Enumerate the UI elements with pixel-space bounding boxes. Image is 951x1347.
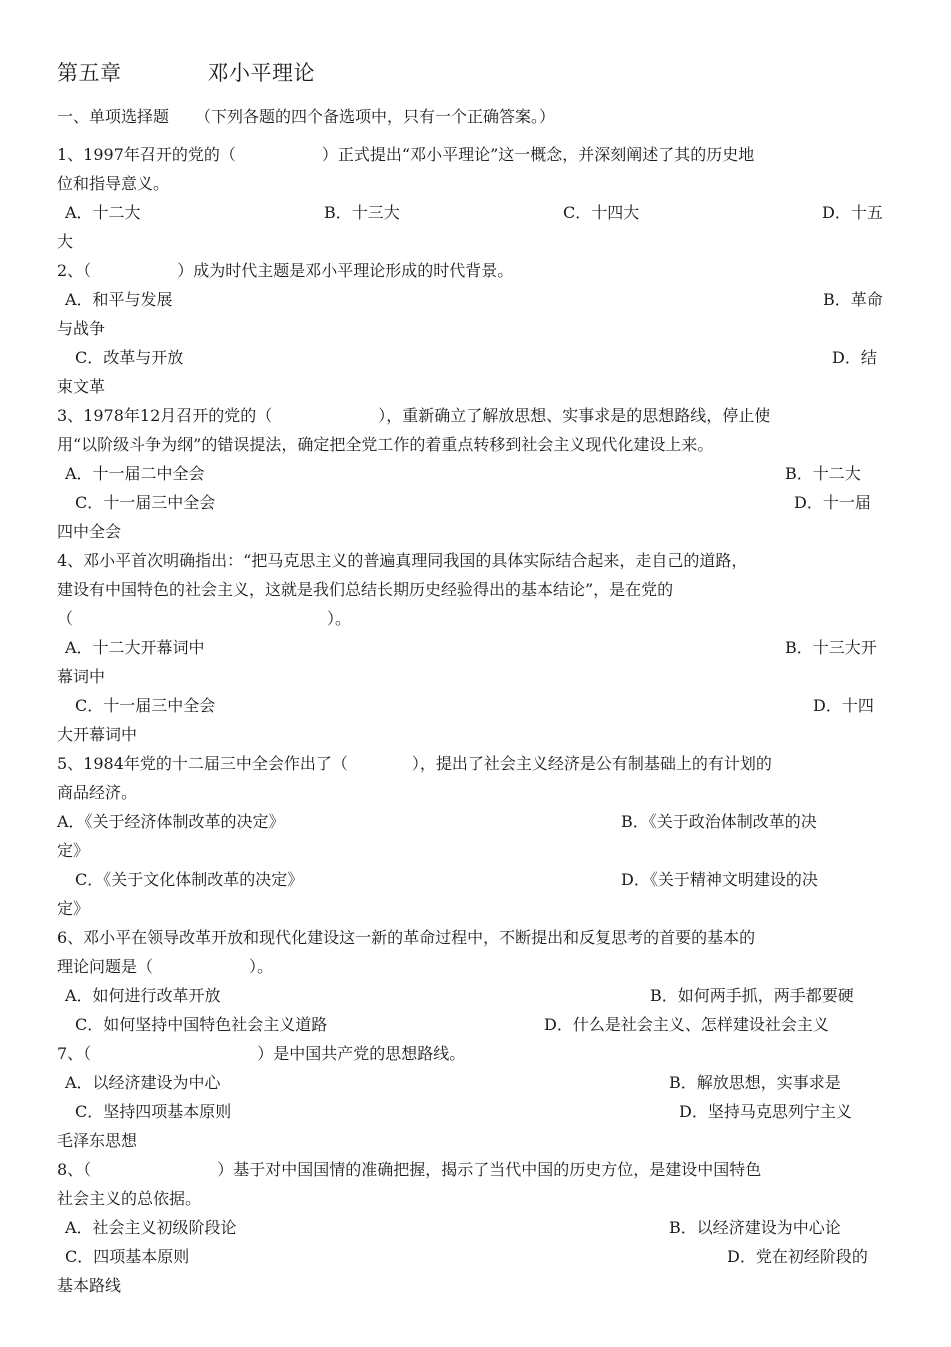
options-row [57, 1010, 891, 1039]
question-stem: 1、1997年召开的党的（ ）正式提出“邓小平理论”这一概念，并深刻阐述了其的历史地 [57, 145, 755, 164]
options-row [57, 459, 891, 488]
option-b: B．十三大 [324, 203, 400, 222]
option-c: C．《关于文化体制改革的决定》 [75, 870, 304, 889]
option-b: B．革命 [823, 290, 883, 309]
question-stem: 6、邓小平在领导改革开放和现代化建设这一新的革命过程中，不断提出和反复思考的首要的基本的 [57, 928, 756, 947]
options-row [57, 633, 891, 662]
question-stem: 8、（ ）基于对中国国情的准确把握，揭示了当代中国的历史方位，是建设中国特色 [57, 1160, 762, 1179]
option-d: D．十五 [822, 203, 883, 222]
option-wrap: 基本路线 [57, 1276, 122, 1295]
option-d: D．党在初经阶段的 [727, 1247, 868, 1266]
options-row [57, 1213, 891, 1242]
question-8 [57, 1155, 891, 1300]
options-row [57, 691, 891, 720]
option-wrap: 定》 [57, 841, 90, 860]
question-2 [57, 256, 891, 401]
options-row [57, 865, 891, 894]
question-stem: 5、1984年党的十二届三中全会作出了（ ），提出了社会主义经济是公有制基础上的有计划的 [57, 754, 772, 773]
option-d: D．《关于精神文明建设的决 [621, 870, 818, 889]
question-stem: （ ）。 [57, 609, 352, 628]
options-row [57, 1097, 891, 1126]
option-a: A．十二大 [65, 203, 141, 222]
question-stem: 7、（ ）是中国共产党的思想路线。 [57, 1044, 466, 1063]
option-wrap: 幕词中 [57, 667, 106, 686]
question-5 [57, 749, 891, 923]
question-1 [57, 140, 891, 256]
option-wrap: 束文革 [57, 377, 106, 396]
question-4 [57, 546, 891, 749]
question-stem: 2、（ ）成为时代主题是邓小平理论形成的时代背景。 [57, 261, 514, 280]
option-d: D．结 [832, 348, 877, 367]
option-c: C．改革与开放 [75, 348, 184, 367]
option-c: C．坚持四项基本原则 [75, 1102, 232, 1121]
option-wrap: 毛泽东思想 [57, 1131, 138, 1150]
options-row [57, 285, 891, 314]
section-title: 一、单项选择题 [57, 107, 170, 126]
option-c: C．如何坚持中国特色社会主义道路 [75, 1015, 328, 1034]
option-c: C．四项基本原则 [65, 1247, 190, 1266]
option-wrap: 大开幕词中 [57, 725, 138, 744]
question-stem: 4、邓小平首次明确指出：“把马克思主义的普遍真理同我国的具体实际结合起来，走自己的道路， [57, 551, 748, 570]
options-row [57, 981, 891, 1010]
option-a: A．如何进行改革开放 [65, 986, 221, 1005]
section-heading [57, 102, 891, 131]
option-b: B．《关于政治体制改革的决 [621, 812, 817, 831]
options-row [57, 198, 891, 227]
option-a: A．社会主义初级阶段论 [65, 1218, 237, 1237]
question-stem: 用“以阶级斗争为纲”的错误提法，确定把全党工作的着重点转移到社会主义现代化建设上来。 [57, 435, 714, 454]
option-b: B．十二大 [785, 464, 861, 483]
options-row [57, 1068, 891, 1097]
option-d: D．十四 [813, 696, 874, 715]
option-a: A．十一届二中全会 [65, 464, 205, 483]
option-c: C．十一届三中全会 [75, 696, 216, 715]
question-stem: 建设有中国特色的社会主义，这就是我们总结长期历史经验得出的基本结论”，是在党的 [57, 580, 674, 599]
option-b: B．解放思想，实事求是 [669, 1073, 841, 1092]
question-3 [57, 401, 891, 546]
option-wrap: 四中全会 [57, 522, 122, 541]
options-row [57, 807, 891, 836]
option-d: D．十一届 [794, 493, 871, 512]
question-stem: 社会主义的总依据。 [57, 1189, 202, 1208]
question-7 [57, 1039, 891, 1155]
question-stem: 理论问题是（ ）。 [57, 957, 274, 976]
chapter-title: 邓小平理论 [207, 61, 315, 85]
section-note: （下列各题的四个备选项中，只有一个正确答案。） [195, 107, 556, 126]
chapter-number: 第五章 [57, 61, 122, 85]
options-row [57, 1242, 891, 1271]
document-page [57, 58, 891, 1300]
question-stem: 位和指导意义。 [57, 174, 170, 193]
option-c: C．十四大 [563, 203, 640, 222]
option-a: A．《关于经济体制改革的决定》 [57, 812, 285, 831]
option-c: C．十一届三中全会 [75, 493, 216, 512]
option-wrap: 与战争 [57, 319, 106, 338]
question-6 [57, 923, 891, 1039]
chapter-heading [57, 58, 891, 88]
options-row [57, 488, 891, 517]
option-b: B．如何两手抓，两手都要硬 [650, 986, 854, 1005]
option-d: D．坚持马克思列宁主义 [679, 1102, 852, 1121]
option-b: B．十三大开 [785, 638, 877, 657]
option-wrap: 大 [57, 232, 74, 251]
option-wrap: 定》 [57, 899, 90, 918]
option-a: A．十二大开幕词中 [65, 638, 205, 657]
option-b: B．以经济建设为中心论 [669, 1218, 841, 1237]
question-stem: 商品经济。 [57, 783, 138, 802]
option-a: A．和平与发展 [65, 290, 173, 309]
option-d: D．什么是社会主义、怎样建设社会主义 [544, 1015, 829, 1034]
question-stem: 3、1978年12月召开的党的（ ），重新确立了解放思想、实事求是的思想路线，停止使 [57, 406, 771, 425]
option-a: A．以经济建设为中心 [65, 1073, 221, 1092]
options-row [57, 343, 891, 372]
